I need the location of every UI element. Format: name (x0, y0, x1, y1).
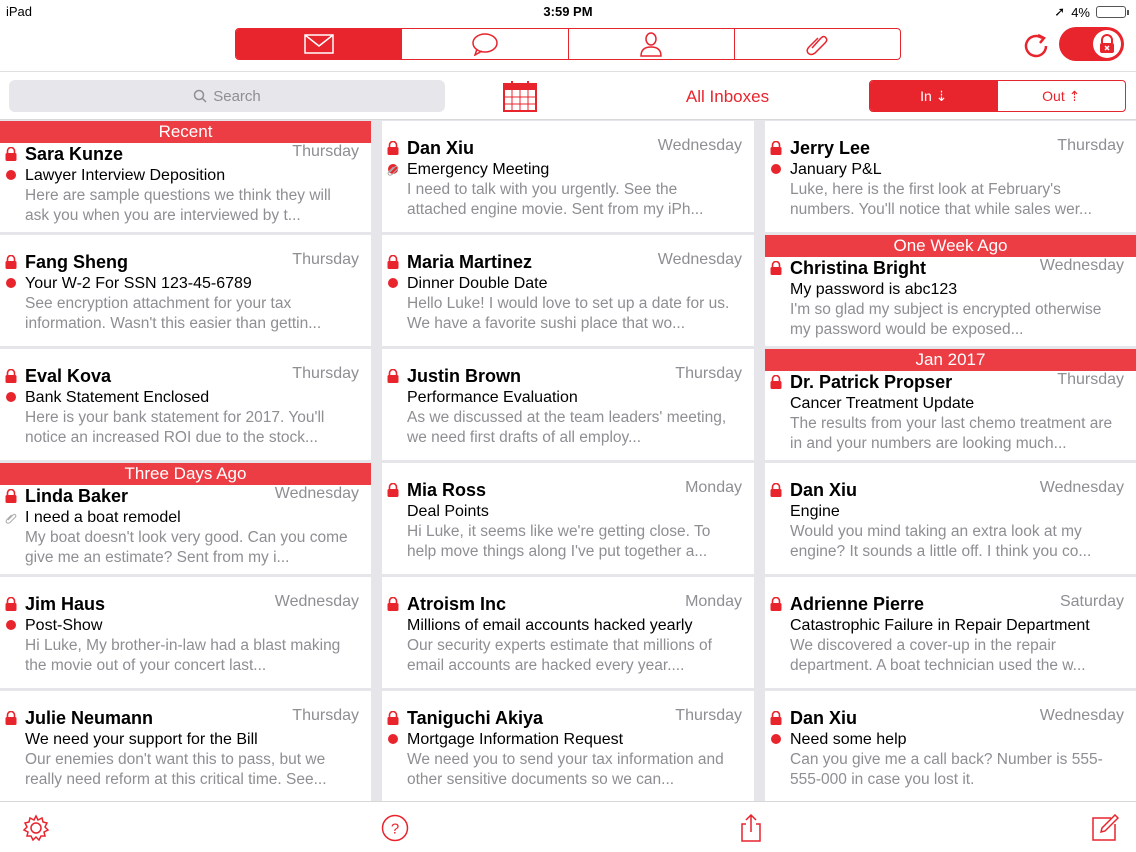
bottom-toolbar (0, 801, 1136, 852)
clock: 3:59 PM (543, 4, 593, 19)
sender-name: Taniguchi Akiya (407, 708, 544, 728)
message-subject: Lawyer Interview Deposition (25, 167, 226, 184)
message-card[interactable] (765, 371, 1136, 463)
message-preview: Our security experts estimate that millions of email accounts are hacked every year.... (407, 637, 712, 674)
sender-name: Eval Kova (25, 366, 112, 386)
message-preview: See encryption attachment for your tax information. Wasn't this easier than gettin... (25, 295, 322, 332)
gear-icon[interactable] (22, 814, 50, 842)
sender-name: Mia Ross (407, 480, 487, 500)
message-card[interactable] (0, 349, 371, 463)
sender-name: Dr. Patrick Propser (790, 372, 953, 392)
unread-dot (6, 620, 16, 630)
message-card[interactable] (765, 121, 1136, 235)
message-card[interactable] (765, 257, 1136, 349)
message-subject: January P&L (790, 161, 882, 178)
sender-name: Jim Haus (25, 594, 106, 614)
mailbox-title[interactable]: All Inboxes (685, 87, 770, 106)
sender-name: Adrienne Pierre (790, 594, 925, 614)
lock-icon (1093, 30, 1121, 58)
outbox-tab[interactable]: Out ⇡ (1042, 87, 1081, 104)
message-card[interactable] (382, 349, 754, 463)
battery-percent: 4% (1071, 4, 1090, 20)
message-preview: Here is your bank statement for 2017. You'll notice an increased ROI due to the stock... (25, 409, 325, 446)
message-preview: Hello Luke! I would love to set up a date for us. We have a favorite sushi place that wo... (407, 295, 730, 332)
message-card[interactable] (382, 121, 754, 235)
unread-dot (6, 392, 16, 402)
message-subject: Dinner Double Date (407, 275, 548, 292)
contact-icon (639, 31, 663, 57)
message-subject: Deal Points (407, 503, 489, 520)
paperclip-icon (805, 32, 829, 56)
sender-name: Atroism Inc (407, 594, 507, 614)
sender-name: Sara Kunze (25, 144, 124, 164)
message-date: Thursday (292, 251, 359, 268)
compose-icon[interactable] (1091, 814, 1119, 842)
sender-name: Jerry Lee (790, 138, 871, 158)
lock-icon (386, 711, 400, 725)
in-out-switch (869, 80, 1126, 112)
message-subject: Need some help (790, 731, 907, 748)
unread-dot (6, 278, 16, 288)
message-subject: My password is abc123 (790, 281, 958, 298)
tab-messages[interactable] (402, 29, 568, 59)
help-icon[interactable] (381, 814, 409, 842)
sender-name: Dan Xiu (407, 138, 475, 158)
message-date: Wednesday (1039, 257, 1124, 274)
lock-icon (4, 711, 18, 725)
message-card[interactable] (0, 143, 371, 235)
message-date: Wednesday (1039, 707, 1124, 724)
lock-icon (4, 255, 18, 269)
sender-name: Maria Martinez (407, 252, 533, 272)
lock-icon (769, 483, 783, 497)
section-header: Three Days Ago (0, 463, 371, 485)
share-icon[interactable] (737, 814, 765, 842)
mail-icon (304, 34, 334, 54)
message-subject: Mortgage Information Request (407, 731, 624, 748)
status-bar (0, 0, 1136, 24)
sender-name: Justin Brown (407, 366, 522, 386)
lock-icon (769, 375, 783, 389)
message-preview: As we discussed at the team leaders' meeting, we need first drafts of all employ... (407, 409, 727, 446)
message-date: Thursday (1057, 137, 1124, 154)
message-subject: Performance Evaluation (407, 389, 578, 406)
message-preview: Our enemies don't want this to pass, but we really need reform at this critical time. See... (25, 751, 327, 788)
lock-icon (4, 147, 18, 161)
sender-name: Dan Xiu (790, 480, 858, 500)
message-date: Wednesday (657, 137, 742, 154)
sender-name: Julie Neumann (25, 708, 154, 728)
message-date: Thursday (675, 707, 742, 724)
lock-icon (386, 141, 400, 155)
message-preview: Hi Luke, it seems like we're getting close. To help move things along I've put together a... (407, 523, 711, 560)
message-preview: My boat doesn't look very good. Can you come give me an estimate? Sent from my i... (25, 529, 348, 566)
message-card[interactable] (0, 485, 371, 577)
message-subject: Cancer Treatment Update (790, 395, 975, 412)
message-subject: We need your support for the Bill (25, 731, 258, 748)
message-card[interactable] (765, 691, 1136, 805)
message-subject: I need a boat remodel (25, 509, 181, 526)
lock-icon (4, 489, 18, 503)
section-header: Recent (0, 121, 371, 143)
sender-name: Linda Baker (25, 486, 129, 506)
lock-icon (386, 483, 400, 497)
section-header: Jan 2017 (765, 349, 1136, 371)
message-subject: Bank Statement Enclosed (25, 389, 210, 406)
message-card[interactable] (0, 577, 371, 691)
lock-icon (386, 369, 400, 383)
device-label: iPad (6, 4, 33, 19)
message-subject: Millions of email accounts hacked yearly (407, 617, 693, 634)
message-card[interactable] (382, 235, 754, 349)
search-icon (193, 89, 207, 103)
message-date: Thursday (292, 707, 359, 724)
message-date: Wednesday (274, 593, 359, 610)
sender-name: Fang Sheng (25, 252, 128, 272)
message-subject: Catastrophic Failure in Repair Department (790, 617, 1090, 634)
message-date: Thursday (292, 143, 359, 160)
message-card[interactable] (765, 463, 1136, 577)
message-date: Thursday (292, 365, 359, 382)
message-card[interactable] (382, 691, 754, 805)
unread-dot (771, 734, 781, 744)
top-toolbar (0, 24, 1136, 72)
message-date: Thursday (1057, 371, 1124, 388)
unread-dot (388, 278, 398, 288)
message-preview: Luke, here is the first look at February's numbers. You'll notice that while sales wer... (790, 181, 1092, 218)
section-switcher (235, 28, 901, 60)
calendar-icon[interactable] (503, 80, 537, 112)
refresh-icon[interactable] (1022, 32, 1050, 60)
lock-icon (4, 369, 18, 383)
sender-name: Dan Xiu (790, 708, 858, 728)
message-preview: Can you give me a call back? Number is 555-555-000 in case you lost it. (790, 751, 1103, 788)
inbox-tab[interactable]: In ⇣ (870, 81, 998, 111)
search-placeholder: Search (213, 87, 261, 105)
message-date: Monday (685, 479, 742, 496)
message-date: Thursday (675, 365, 742, 382)
message-subject: Emergency Meeting (407, 161, 550, 178)
lock-icon (386, 597, 400, 611)
message-preview: The results from your last chemo treatment are in and your numbers are looking much... (790, 415, 1113, 452)
svg-text:?: ? (390, 820, 400, 838)
search-input[interactable] (9, 80, 445, 112)
unread-dot (388, 734, 398, 744)
message-preview: We need you to send your tax information and other sensitive documents so we can... (407, 751, 724, 788)
attachment-icon (5, 511, 17, 523)
message-preview: I'm so glad my subject is encrypted otherwise my password would be exposed... (790, 301, 1102, 338)
message-date: Saturday (1059, 593, 1124, 610)
tab-attachments[interactable] (735, 29, 900, 59)
message-card[interactable] (765, 577, 1136, 691)
search-row (0, 72, 1136, 120)
message-column (765, 121, 1136, 801)
message-preview: We discovered a cover-up in the repair department. A boat technician used the w... (790, 637, 1086, 674)
message-subject: Your W-2 For SSN 123-45-6789 (25, 275, 252, 292)
message-preview: Hi Luke, My brother-in-law had a blast making the movie out of your concert last... (25, 637, 341, 674)
lock-icon (386, 255, 400, 269)
location-icon: ➚ (1054, 4, 1066, 19)
message-date: Wednesday (1039, 479, 1124, 496)
attachment-icon (387, 163, 399, 175)
message-card[interactable] (382, 577, 754, 691)
message-columns (0, 121, 1136, 801)
tab-mail[interactable] (236, 29, 402, 59)
message-column (382, 121, 754, 801)
unread-dot (6, 170, 16, 180)
tab-contacts[interactable] (569, 29, 735, 59)
message-card[interactable] (0, 235, 371, 349)
lock-icon (769, 261, 783, 275)
message-date: Wednesday (274, 485, 359, 502)
unread-dot (771, 164, 781, 174)
chat-bubble-icon (471, 32, 499, 56)
message-column (0, 121, 371, 801)
section-header: One Week Ago (765, 235, 1136, 257)
encryption-toggle[interactable] (1059, 27, 1124, 61)
message-date: Wednesday (657, 251, 742, 268)
message-preview: I need to talk with you urgently. See the attached engine movie. Sent from my iPh... (407, 181, 704, 218)
lock-icon (769, 711, 783, 725)
battery-icon (1096, 6, 1126, 18)
lock-icon (4, 597, 18, 611)
message-date: Monday (685, 593, 742, 610)
message-subject: Post-Show (25, 617, 103, 634)
lock-icon (769, 597, 783, 611)
message-subject: Engine (790, 503, 840, 520)
lock-icon (769, 141, 783, 155)
message-card[interactable] (0, 691, 371, 805)
message-preview: Here are sample questions we think they will ask you when you are interviewed by t... (25, 187, 331, 224)
sender-name: Christina Bright (790, 258, 927, 278)
message-card[interactable] (382, 463, 754, 577)
message-preview: Would you mind taking an extra look at my engine? It sounds a little off. I think you co... (790, 523, 1092, 560)
